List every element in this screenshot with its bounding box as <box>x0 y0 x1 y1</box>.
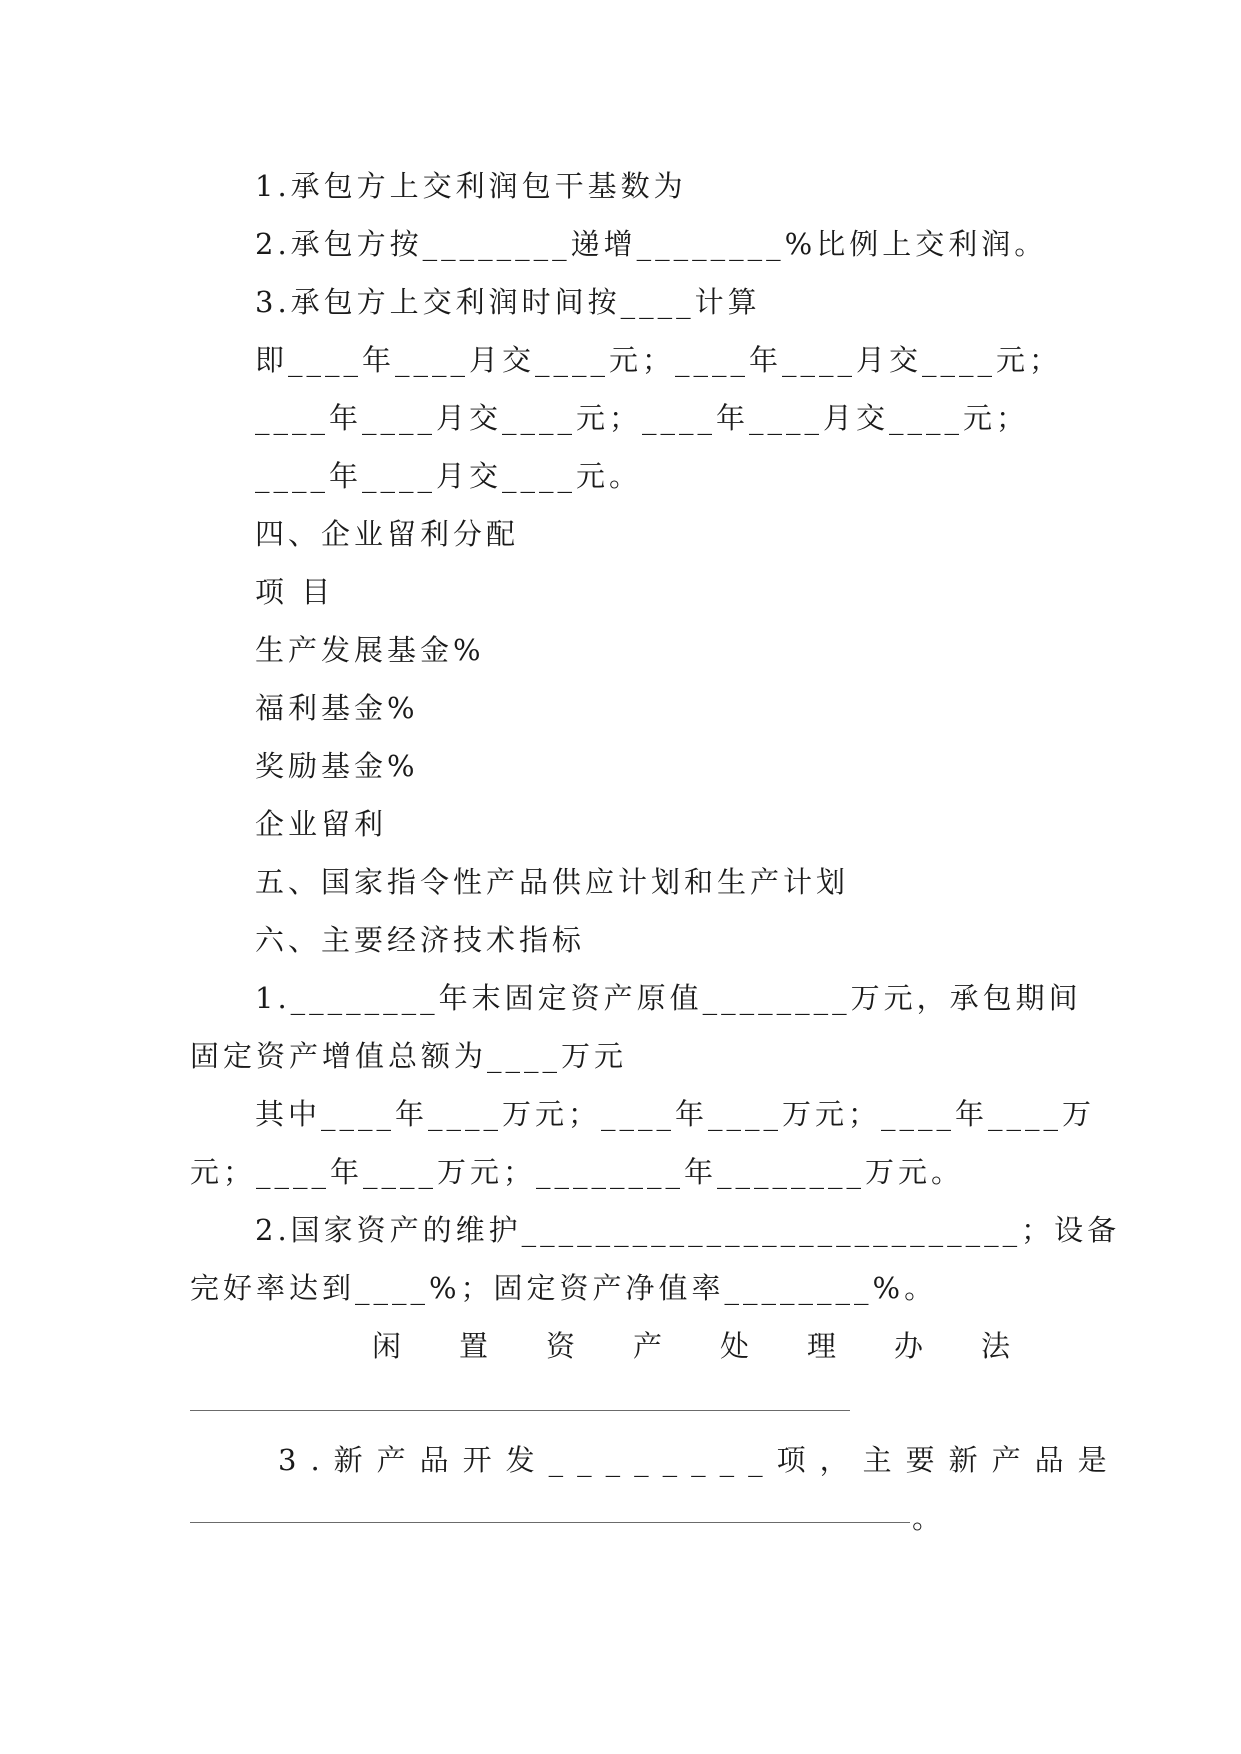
payment-schedule-line-3: ____年____月交____元。 <box>255 459 643 493</box>
clause-3-2: 2.承包方按________递增________%比例上交利润。 <box>255 227 1048 261</box>
blank-rule-2 <box>190 1522 910 1523</box>
item-header: 项 目 <box>255 575 335 609</box>
blank-rule-1 <box>190 1410 850 1411</box>
clause-6-2-line-2: 完好率达到____%；固定资产净值率________%。 <box>190 1271 938 1305</box>
clause-3-3: 3.承包方上交利润时间按____计算 <box>255 285 761 319</box>
section-5-heading: 五、国家指令性产品供应计划和生产计划 <box>255 865 850 899</box>
clause-6-3-line-1: 3.新产品开发________项，主要新产品是 <box>278 1443 1121 1477</box>
item-production-fund: 生产发展基金% <box>255 633 485 667</box>
item-welfare-fund: 福利基金% <box>255 691 419 725</box>
clause-6-2-line-1: 2.国家资产的维护___________________________；设备 <box>255 1213 1121 1247</box>
payment-schedule-line-2: ____年____月交____元；____年____月交____元； <box>255 401 1030 435</box>
clause-6-1-line-1: 1.________年末固定资产原值________万元，承包期间 <box>255 981 1082 1015</box>
idle-assets-heading: 闲置资产处理办法 <box>372 1329 1069 1363</box>
period-mark: 。 <box>912 1501 946 1535</box>
clause-6-1-line-3: 其中____年____万元；____年____万元；____年____万 <box>255 1097 1096 1131</box>
section-4-heading: 四、企业留利分配 <box>255 517 520 551</box>
payment-schedule-line-1: 即____年____月交____元；____年____月交____元； <box>255 343 1063 377</box>
clause-6-1-line-4: 元；____年____万元；________年________万元。 <box>190 1155 965 1189</box>
section-6-heading: 六、主要经济技术指标 <box>255 923 586 957</box>
item-retained-profit: 企业留利 <box>255 807 388 841</box>
clause-3-1: 1.承包方上交利润包干基数为 <box>255 169 687 203</box>
item-bonus-fund: 奖励基金% <box>255 749 419 783</box>
clause-6-1-line-2: 固定资产增值总额为____万元 <box>190 1039 628 1073</box>
